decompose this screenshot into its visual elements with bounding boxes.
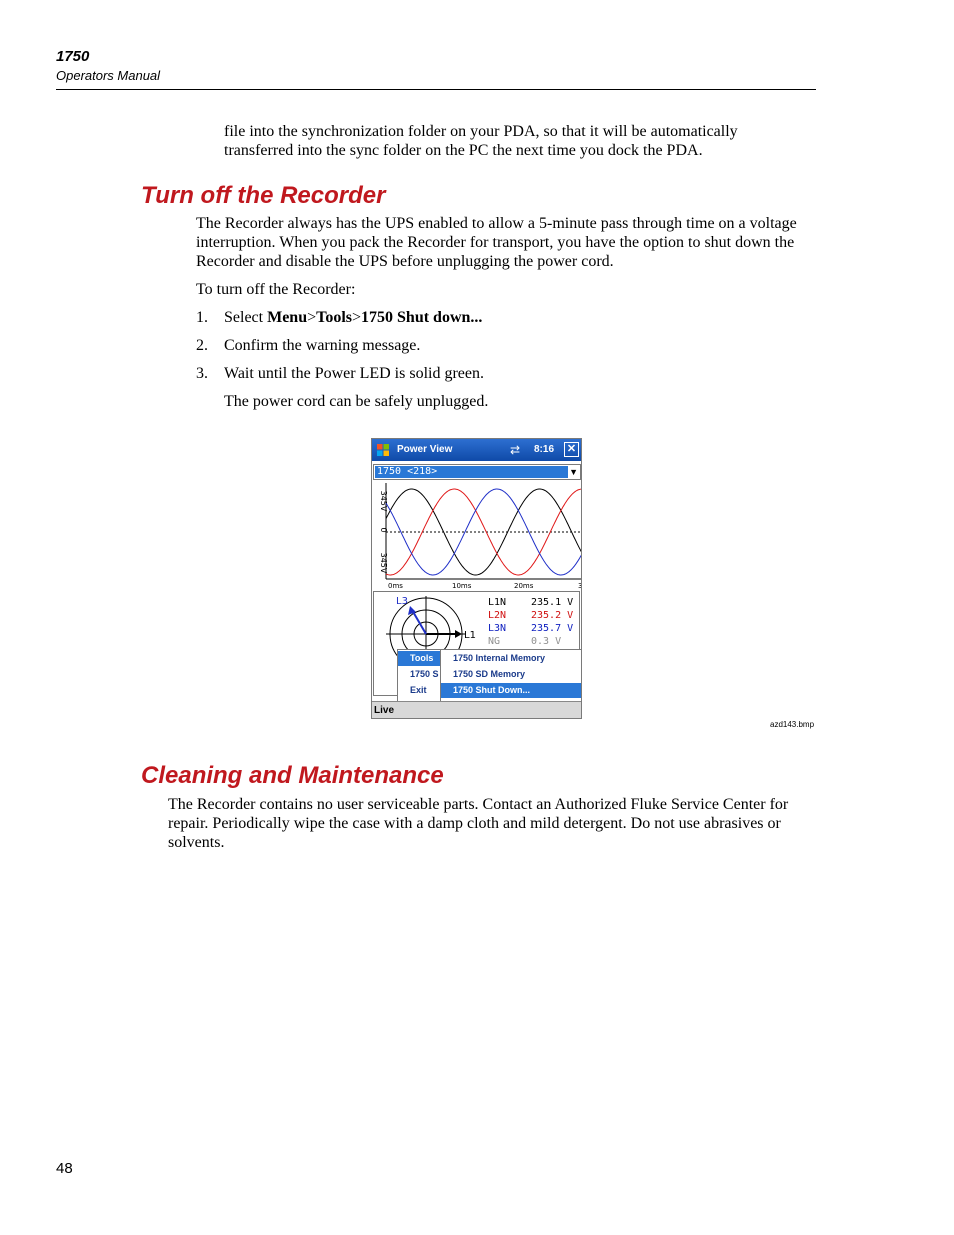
menu-item-tools[interactable]: Tools	[398, 651, 441, 666]
close-button[interactable]: ✕	[564, 442, 579, 457]
shutdown-term: 1750 Shut down...	[361, 309, 483, 326]
phasor-label-l1: L1	[464, 630, 476, 641]
intro-paragraph: file into the synchronization folder on your PDA, so that it will be automatically transferred into the sync folder on the PC the next time you dock the PDA.	[224, 123, 738, 159]
running-header-subtitle: Operators Manual	[56, 68, 161, 83]
softkey-bar	[372, 701, 581, 719]
reading-value-l3n: 235.7 V	[531, 623, 574, 634]
pda-screenshot	[371, 438, 582, 719]
windows-logo-icon[interactable]	[376, 443, 390, 457]
menu-item-exit[interactable]: Exit	[410, 685, 427, 695]
menu-term: Menu	[267, 309, 308, 326]
reading-value-ng: 0.3 V	[531, 636, 562, 647]
menu-item-shut-down[interactable]: 1750 Shut Down...	[441, 683, 581, 698]
menu-item-sd-memory[interactable]: 1750 SD Memory	[453, 669, 526, 679]
reading-label-ng: NG	[488, 636, 501, 647]
step-text: Confirm the warning message.	[224, 337, 421, 354]
chevron-down-icon[interactable]: ▼	[569, 467, 578, 477]
step-number: 3.	[196, 365, 208, 382]
reading-value-l1n: 235.1 V	[531, 597, 574, 608]
step-number: 1.	[196, 309, 208, 326]
menu-separator: >	[352, 309, 362, 326]
step-number: 2.	[196, 337, 208, 354]
y-tick-bottom: 345V	[379, 552, 388, 574]
header-rule	[56, 89, 816, 90]
x-tick-label: 0ms	[388, 582, 403, 589]
reading-label-l2n: L2N	[488, 610, 507, 621]
running-header-title: 1750	[56, 48, 90, 65]
step-text: Wait until the Power LED is solid green.	[224, 365, 484, 382]
reading-label-l1n: L1N	[488, 597, 507, 608]
x-tick-label: 10ms	[452, 582, 472, 589]
step-prefix: Select	[224, 309, 268, 326]
page-number: 48	[56, 1160, 73, 1177]
device-select-value: 1750 <218>	[375, 466, 568, 478]
title-bar	[372, 439, 581, 461]
app-title: Power View	[397, 444, 453, 455]
device-select[interactable]	[373, 464, 581, 480]
reading-value-l2n: 235.2 V	[531, 610, 574, 621]
menu-item-1750[interactable]: 1750 S	[410, 669, 439, 679]
section-heading-cleaning: Cleaning and Maintenance	[141, 762, 444, 789]
figure-caption: azd143.bmp	[770, 720, 815, 729]
y-tick-top: 345V	[379, 490, 388, 512]
cleaning-paragraph: The Recorder contains no user serviceable parts. Contact an Authorized Fluke Service Center for repair. Periodically wipe the case with a damp cloth and mild detergent. Do not use abrasives or solvents.	[168, 796, 789, 851]
section-heading-turn-off: Turn off the Recorder	[141, 182, 386, 209]
y-tick-mid: 0	[379, 527, 388, 533]
tools-term: Tools	[316, 309, 352, 326]
clock[interactable]: 8:16	[534, 444, 555, 455]
phasor-l1-arrowhead	[455, 630, 462, 638]
waveform-plot	[372, 483, 582, 589]
x-tick-label: 3	[578, 582, 583, 589]
softkey-live[interactable]: Live	[374, 705, 395, 716]
reading-label-l3n: L3N	[488, 623, 507, 634]
menu-separator: >	[307, 309, 317, 326]
phasor-label-l3: L3	[396, 596, 408, 607]
step-text	[224, 308, 482, 327]
turn-off-paragraph: The Recorder always has the UPS enabled to allow a 5-minute pass through time on a voltage interruption. When you pack the Recorder for transport, you have the option to shut down the Recorder and disable the UPS before unplugging the power cord.	[196, 215, 797, 270]
turn-off-lead: To turn off the Recorder:	[196, 281, 356, 298]
menu-item-internal-memory[interactable]: 1750 Internal Memory	[453, 653, 546, 663]
step-note: The power cord can be safely unplugged.	[224, 393, 489, 410]
x-tick-label: 20ms	[514, 582, 534, 589]
connectivity-icon[interactable]: ⇄	[510, 443, 521, 457]
